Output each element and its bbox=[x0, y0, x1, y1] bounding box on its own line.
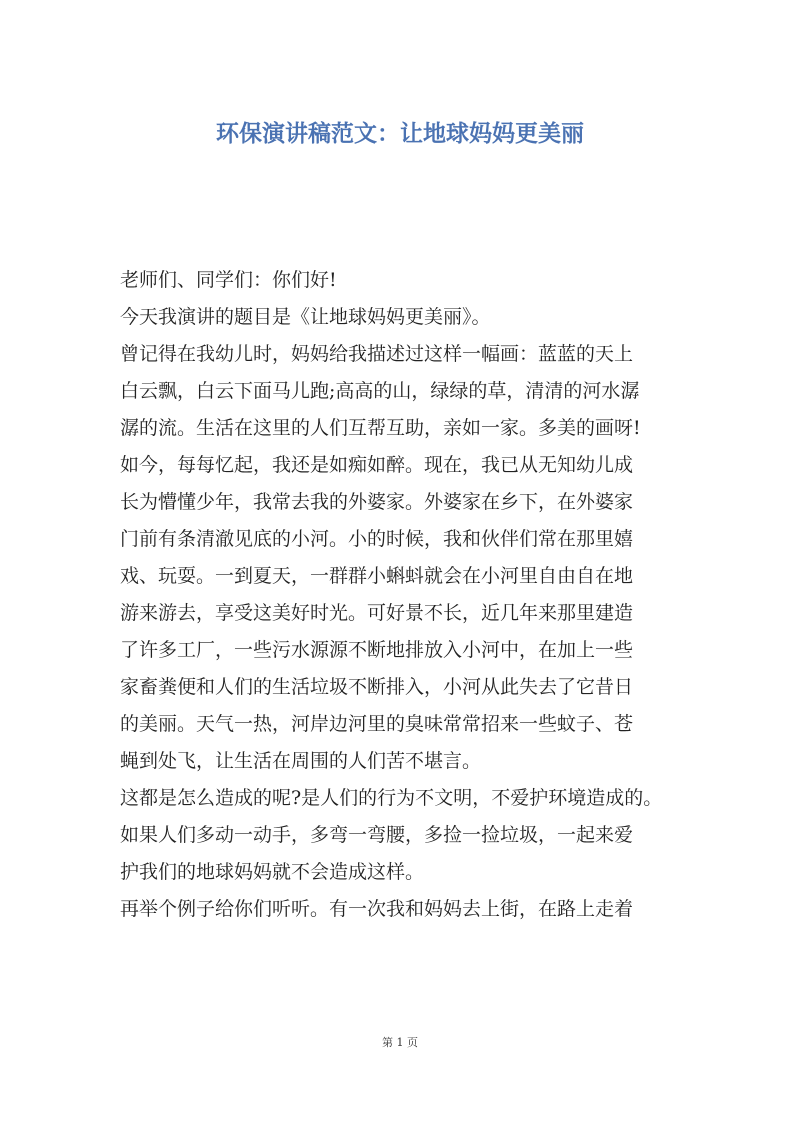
body-line: 曾记得在我幼儿时，妈妈给我描述过这样一幅画：蓝蓝的天上 bbox=[120, 343, 634, 365]
body-line: 今天我演讲的题目是《让地球妈妈更美丽》。 bbox=[120, 306, 491, 328]
body-line: 老师们、同学们：你们好! bbox=[120, 269, 337, 291]
body-line: 戏、玩耍。一到夏天，一群群小蝌蚪就会在小河里自由自在地 bbox=[120, 565, 634, 587]
body-line: 家畜粪便和人们的生活垃圾不断排入，小河从此失去了它昔日 bbox=[120, 676, 634, 698]
document-body bbox=[120, 262, 692, 928]
body-line: 白云飘，白云下面马儿跑;高高的山，绿绿的草，清清的河水潺 bbox=[120, 380, 640, 402]
body-line: 这都是怎么造成的呢?是人们的行为不文明，不爱护环境造成的。 bbox=[120, 787, 663, 809]
body-line: 如果人们多动一动手，多弯一弯腰，多捡一捡垃圾，一起来爱 bbox=[120, 824, 634, 846]
body-line: 了许多工厂，一些污水源源不断地排放入小河中，在加上一些 bbox=[120, 639, 634, 661]
body-line: 潺的流。生活在这里的人们互帮互助，亲如一家。多美的画呀! bbox=[120, 417, 641, 439]
body-line: 的美丽。天气一热，河岸边河里的臭味常常招来一些蚊子、苍 bbox=[120, 713, 634, 735]
body-line: 蝇到处飞，让生活在周围的人们苦不堪言。 bbox=[120, 750, 482, 772]
body-line: 游来游去，享受这美好时光。可好景不长，近几年来那里建造 bbox=[120, 602, 634, 624]
page-number: 第 1 页 bbox=[382, 1036, 418, 1049]
body-line: 长为懵懂少年，我常去我的外婆家。外婆家在乡下，在外婆家 bbox=[120, 491, 634, 513]
document-title: 环保演讲稿范文：让地球妈妈更美丽 bbox=[216, 121, 584, 147]
body-line: 护我们的地球妈妈就不会造成这样。 bbox=[120, 861, 425, 883]
body-line: 如今，每每忆起，我还是如痴如醉。现在，我已从无知幼儿成 bbox=[120, 454, 634, 476]
body-line: 再举个例子给你们听听。有一次我和妈妈去上街，在路上走着 bbox=[120, 898, 634, 920]
body-line: 门前有条清澈见底的小河。小的时候，我和伙伴们常在那里嬉 bbox=[120, 528, 634, 550]
